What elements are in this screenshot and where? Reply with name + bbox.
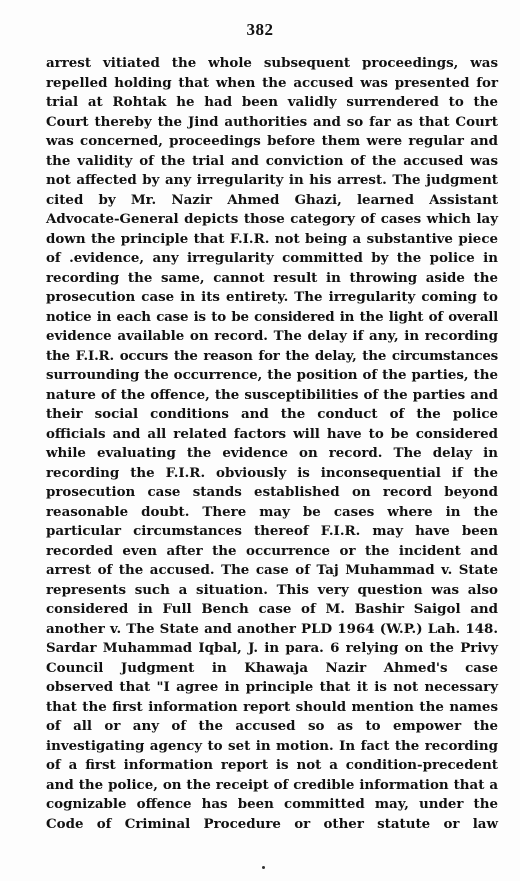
text-line: of .evidence, any irregularity committed by the police in — [46, 250, 498, 266]
text-line: represents such a situation. This very question was also — [46, 581, 498, 598]
text-line: the validity of the trial and conviction of the accused was — [46, 152, 498, 169]
text-line: observed that "I agree in principle that it is not necessary — [46, 679, 498, 695]
text-line: Sardar Muhammad Iqbal, J. in para. 6 relying on the Privy — [46, 640, 498, 656]
text-line: of a first information report is not a condition-precedent — [46, 757, 498, 773]
text-line: notice in each case is to be considered in the light of overall — [46, 308, 498, 325]
text-line: Court thereby the Jind authorities and so far as that Court — [46, 113, 498, 130]
text-line: another v. The State and another PLD 1964 (W.P.) Lah. 148. — [46, 620, 498, 637]
text-line: while evaluating the evidence on record. The delay in — [46, 445, 498, 461]
text-line: cognizable offence has been committed may, under the — [46, 796, 498, 812]
text-line: Code of Criminal Procedure or other statute or law — [46, 815, 498, 832]
text-line: prosecution case in its entirety. The irregularity coming to — [46, 289, 498, 305]
text-line: their social conditions and the conduct of the police — [46, 406, 498, 422]
text-line: considered in Full Bench case of M. Bashir Saigol and — [46, 601, 498, 617]
text-line: recording the same, cannot result in throwing aside the — [46, 269, 498, 286]
text-line: arrest vitiated the whole subsequent proceedings, was — [46, 55, 498, 71]
text-line: Council Judgment in Khawaja Nazir Ahmed's case — [46, 659, 498, 676]
text-line: Advocate-General depicts those category of cases which lay — [46, 211, 498, 227]
text-line: was concerned, proceedings before them were regular and — [46, 133, 498, 149]
text-line: down the principle that F.I.R. not being a substantive piece — [46, 230, 498, 247]
text-line: recorded even after the occurrence or the incident and — [46, 542, 498, 559]
text-line: cited by Mr. Nazir Ahmed Ghazi, learned Assistant — [46, 191, 498, 208]
text-line: evidence available on record. The delay if any, in recording — [46, 328, 498, 344]
text-line: trial at Rohtak he had been validly surrendered to the — [46, 94, 498, 110]
text-line: nature of the offence, the susceptibilities of the parties and — [46, 386, 498, 403]
text-line: investigating agency to set in motion. In fact the recording — [46, 737, 498, 754]
text-line: the F.I.R. occurs the reason for the delay, the circumstances — [46, 347, 498, 364]
text-line: of all or any of the accused so as to empower the — [46, 718, 498, 734]
text-line: recording the F.I.R. obviously is inconsequential if the — [46, 464, 498, 481]
text-line: officials and all related factors will have to be considered — [46, 425, 498, 442]
text-line: particular circumstances thereof F.I.R. may have been — [46, 523, 498, 539]
text-line: reasonable doubt. There may be cases where in the — [46, 503, 498, 520]
page-number: 382 — [246, 20, 274, 39]
text-line: and the police, on the receipt of credible information that a — [46, 776, 498, 793]
text-line: arrest of the accused. The case of Taj Muhammad v. State — [46, 562, 498, 578]
text-line: prosecution case stands established on record beyond — [46, 484, 498, 500]
scan-speck — [262, 866, 265, 869]
text-line: surrounding the occurrence, the position of the parties, the — [46, 367, 498, 383]
body-paragraph — [46, 54, 498, 834]
text-line: not affected by any irregularity in his arrest. The judgment — [46, 172, 498, 188]
text-line: repelled holding that when the accused was presented for — [46, 74, 498, 91]
text-line: that the first information report should mention the names — [46, 698, 498, 715]
